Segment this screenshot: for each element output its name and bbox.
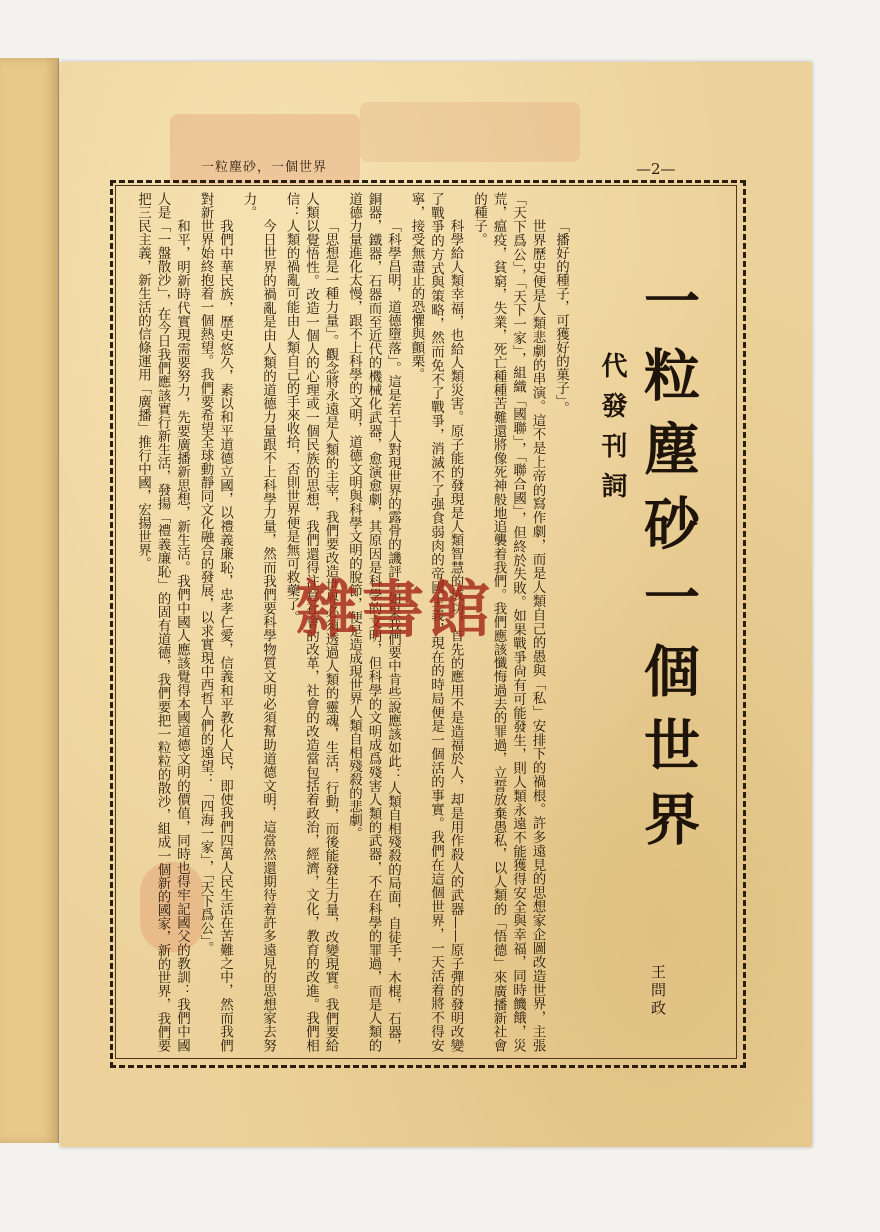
paragraph: 「播好的種子，可獲好的菓子」。: [553, 219, 569, 415]
author-name: 王問政: [649, 964, 667, 1018]
paragraph: 我們中華民族，歷史悠久，素以和平道德立國，以禮義廉恥，忠孝仁愛，信義和平教化人民，即使我們四萬人民生活在苦難之中，然而我們對新世界始終抱着一個熱望。我們要希望全球動靜同文化融合的發展，以求實現中西哲人們的遠望：「四海一家」，「天下爲公」。: [197, 192, 233, 1052]
adjacent-page-edge: [0, 58, 59, 1143]
paragraph: 「科學昌明，道德墮落」。這是若干人對現世界的露骨的譏評；如果我們要中肯些說應該如此：人類自相殘殺的局面，自徒手，木棍，石器，銅器，鐵器，石器而至近代的機械化武器，愈演愈劇，其原因是科學的文明，但科學的文明成爲殘害人類的武器，不在科學的罪過，而是人類的道德力量進化太慢，跟不上科學的文明，道德文明與科學文明的脫節，便是造成現世界人類自相殘殺的悲劇。: [346, 192, 401, 1052]
paragraph: 「思想是一種力量」。觀念將永遠是人類的主宰，我們要改造世界必須透過人類的靈魂，生活，行動，而後能發生力量，改變現實。我們要給人類以覺悟性。改造一個人的心理或一個民族的思想，我們還得注意社會的改革，社會的改造當包括着政治，經濟，文化，教育的改進。我們相信：人類的禍亂可能由人類自己的手來收拾，否則世界便是無可救藥了。: [283, 192, 339, 1052]
watermark: 雜書館: [296, 573, 495, 646]
paragraph: 科學給人類幸福，也給人類災害。原子能的發現是人類智慧的成功，首先的應用不是造福於人，却是用作殺人的武器——原子彈的發明改變了戰爭的方式與策略，然而免不了戰爭，消滅不了强食弱肉的帝國主義，現在的時局便是一個活的事實。我們在這個世界，一天活着將不得安寧，接受無盡止的恐懼與顫栗。: [408, 192, 464, 1052]
paragraph: 今日世界的禍亂是由人類的道德力量跟不上科學力量，然而我們要科學物質文明必須幫助道德文明，這當然還期待着許多遠見的思想家去努力。: [240, 192, 276, 1052]
faded-stamp: [360, 102, 580, 162]
magazine-page: [60, 62, 812, 1147]
article-title: 一粒塵砂一個世界: [635, 272, 701, 864]
article-subtitle: 代發刊詞: [597, 352, 627, 512]
page-number: —2—: [636, 160, 676, 178]
running-header: 一粒塵砂，一個世界: [200, 160, 327, 175]
paragraph: 和平，明新時代實現需要努力，先要廣播新思想，新生活。我們中國人應該覺得本國道德文明的價值，同時也得牢記國父的教訓：我們中國人是「一盤散沙」，在今日我們應該實行新生活，發揚「禮義廉恥」的固有道德，我們要把一粒粒的散沙，組成一個新的國家，新的世界，我們要把三民主義，新生活的信條運用「廣播」推行中國，宏揚世界。: [135, 192, 190, 1052]
paragraph: 世界歷史便是人類悲劇的串演。這不是上帝的寫作劇，而是人類自己的愚與「私」安排下的禍根。許多遠見的思想家企圖改造世界，主張「天下爲公」，「天下一家」，組織「國聯」，「聯合國」，但終於失敗。如果戰爭尙有可能發生，則人類永遠不能獲得安全與幸福，同時饑餓，災荒，瘟疫，貧窮，失業，死亡種種苦難還將像死神般地追襲着我們。我們應該懺悔過去的罪過，立誓放棄愚私，以人類的「悟德」來廣播新社會的種子。: [471, 192, 546, 1052]
